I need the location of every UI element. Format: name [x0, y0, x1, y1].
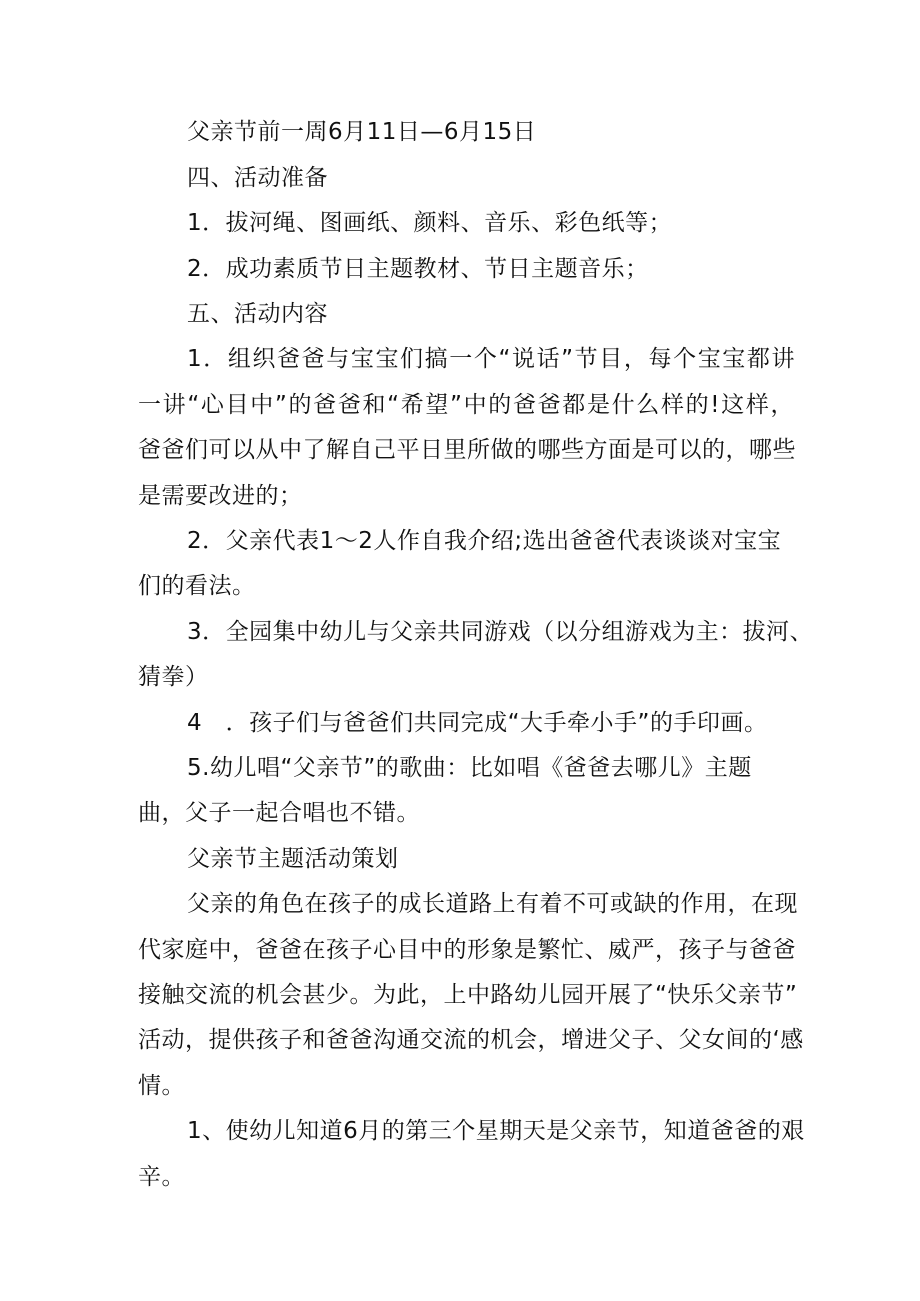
prep-item-2: 2．成功素质节日主题教材、节日主题音乐； [187, 256, 649, 282]
heading-activity-preparation: 四、活动准备 [187, 165, 328, 191]
content-item-1-line-2: 一讲“心目中”的爸爸和“希望”中的爸爸都是什么样的!这样， [138, 392, 794, 418]
paragraph-line-1: 父亲的角色在孩子的成长道路上有着不可或缺的作用，在现 [187, 891, 798, 917]
paragraph-line-2: 代家庭中，爸爸在孩子心目中的形象是繁忙、威严，孩子与爸爸 [138, 937, 796, 963]
content-item-5-line-1: 5.幼儿唱“父亲节”的歌曲：比如唱《爸爸去哪儿》主题 [187, 755, 752, 781]
content-item-2-line-1: 2．父亲代表1〜2人作自我介绍;选出爸爸代表谈谈对宝宝 [187, 528, 782, 554]
content-item-1-line-4: 是需要改进的； [138, 483, 303, 509]
paragraph-line-3: 接触交流的机会甚少。为此，上中路幼儿园开展了“快乐父亲节” [138, 982, 798, 1008]
prep-item-1: 1．拔河绳、图画纸、颜料、音乐、彩色纸等； [187, 210, 673, 236]
content-item-5-line-2: 曲，父子一起合唱也不错。 [138, 800, 420, 826]
content-item-3-line-2: 猜拳） [138, 664, 209, 690]
paragraph-line-5: 情。 [138, 1073, 185, 1099]
goal-item-1-line-1: 1、使幼儿知道6月的第三个星期天是父亲节，知道爸爸的艰 [187, 1118, 805, 1144]
text-line-week-dates: 父亲节前一周6月11日—6月15日 [187, 119, 537, 145]
content-item-1-line-3: 爸爸们可以从中了解自己平日里所做的哪些方面是可以的，哪些 [138, 437, 796, 463]
heading-activity-content: 五、活动内容 [187, 301, 328, 327]
content-item-4: 4 ．孩子们与爸爸们共同完成“大手牵小手”的手印画。 [187, 710, 768, 736]
content-item-2-line-2: 们的看法。 [138, 573, 256, 599]
section-title-activity-plan: 父亲节主题活动策划 [187, 846, 399, 872]
content-item-1-line-1: 1．组织爸爸与宝宝们搞一个“说话”节目，每个宝宝都讲 [187, 346, 795, 372]
goal-item-1-line-2: 辛。 [138, 1164, 185, 1190]
content-item-3-line-1: 3．全园集中幼儿与父亲共同游戏（以分组游戏为主：拔河、 [187, 619, 814, 645]
paragraph-line-4: 活动，提供孩子和爸爸沟通交流的机会，增进父子、父女间的‘感 [138, 1027, 804, 1053]
